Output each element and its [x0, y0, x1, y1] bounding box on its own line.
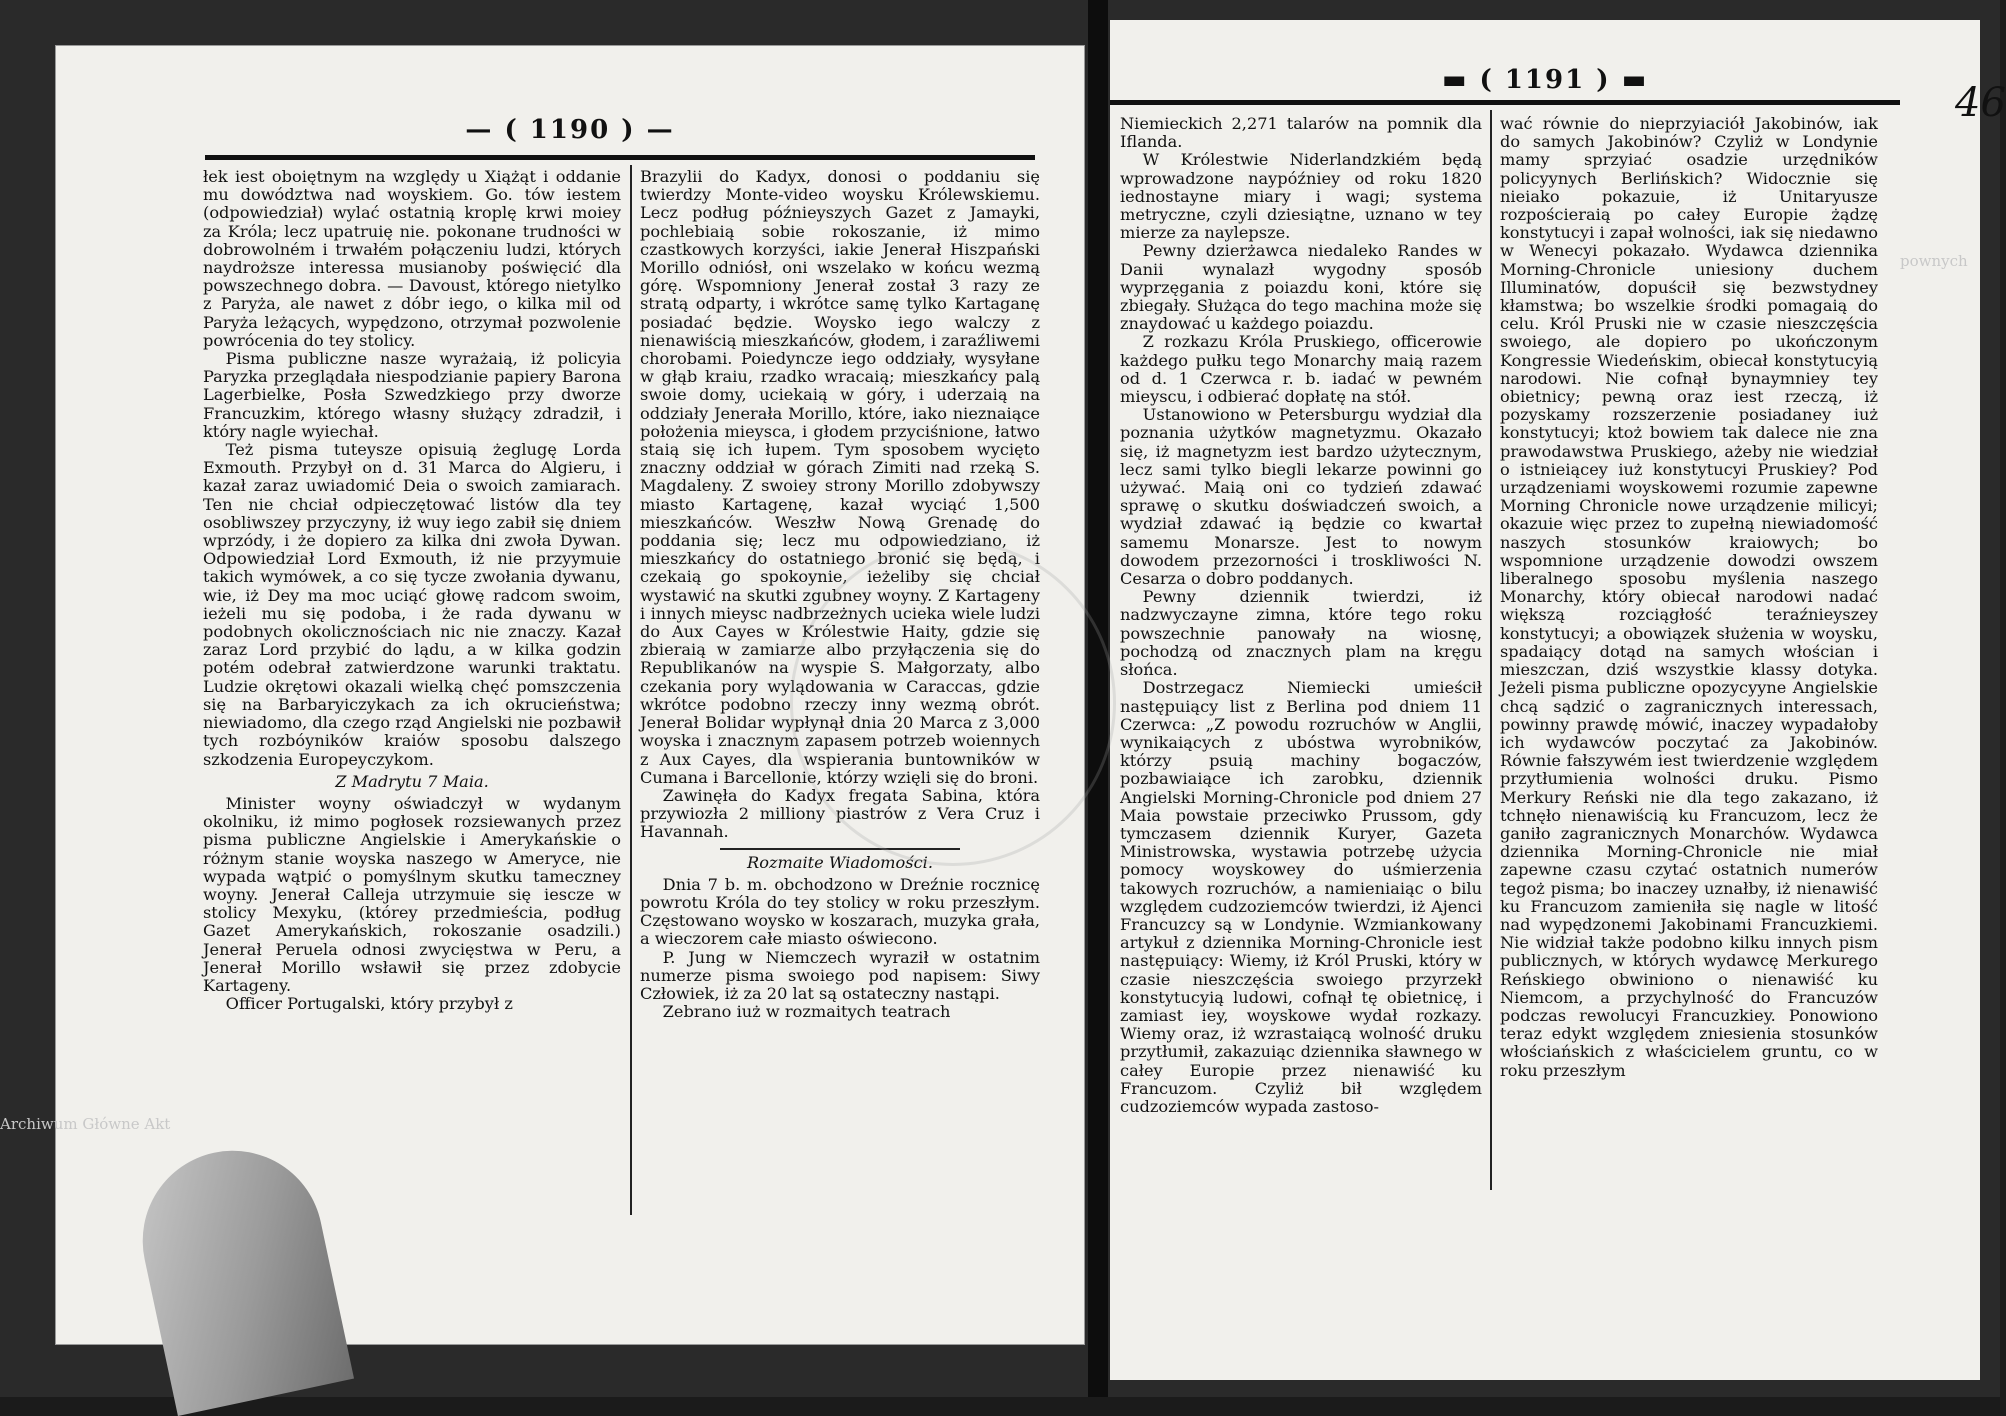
- column-separator: [1490, 110, 1492, 1190]
- section-heading: Rozmaite Wiadomości.: [747, 852, 933, 872]
- paragraph: W Królestwie Niderlandzkiém będą wprowadzone naypóźniey od roku 1820 iednostayne miary i wagi; systema metryczne, czyli dziesiątne, uznano w tey mierze za naylepsze.: [1120, 150, 1482, 243]
- right-column-2: [1500, 115, 1878, 1080]
- paragraph: Officer Portugalski, który przybył z: [225, 994, 513, 1014]
- paragraph: Zawinęła do Kadyx fregata Sabina, która przywiozła 2 milliony piastrów z Vera Cruz i Havannah.: [640, 785, 1040, 842]
- header-rule: [205, 155, 1035, 160]
- page-number-header: ▬ ( 1191 ) ▬: [1441, 65, 1649, 95]
- column-separator: [630, 165, 632, 1215]
- archive-watermark: Archiwum Główne Akt: [0, 1115, 171, 1133]
- paragraph: Dostrzegacz Niemiecki umieścił następuiący list z Berlina pod dniem 11 Czerwca: „Z powodu rozruchów w Anglii, wynikaiących z ubóstwa wyrobników, którzy psuią machiny bogaczów, pozbawiaiące ich zarobku, dziennik Angielski Morning-Chronicle pod dniem 27 Maia powstaie przeciwko Prussom, gdy tymczasem dziennik Kuryer, Gazeta Ministrowska, wystawia potrzebę użycia pomocy woyskowey do uśmierzenia takowych rozruchów, a namieniaiąc o bilu względem cudzoziemców twierdzi, iż Ajenci Francuzcy są w Londynie. Wzmiankowany artykuł z dziennika Morning-Chronicle iest następuiący: Wiemy, iż Król Pruski, który w czasie nieszczęścia swoiego przyrzekł konstytucyią ludowi, cofnął tę obietnicę, i zamiast iey, woyskowe wydał rozkazy. Wiemy oraz, iż wzrastaiącą wolność druku przytłumił, zakazuiąc dziennika sławnego w całey Europie przez nienawiść ku Francuzom. Czyliż bił względem cudzoziemców wypada zastoso-: [1120, 678, 1482, 1116]
- paragraph: Niemieckich 2,271 talarów na pomnik dla Iflanda.: [1120, 114, 1482, 152]
- paragraph: Brazylii do Kadyx, donosi o poddaniu się twierdzy Monte-video woysku Królewskiemu. Lecz podług późnieyszych Gazet z Jamayki, pochlebiaią sobie rokoszanie, iż mimo czastkowych korzyści, iakie Jenerał Hiszpański Morillo odniósł, oni wszelako w końcu wezmą górę. Wspomniony Jenerał został 3 razy ze stratą odparty, i wkrótce samę tylko Kartaganę posiadać będzie. Woysko iego walczy z nienawiścią mieszkańców, głodem, i zaraźliwemi chorobami. Poiedyncze iego oddziały, wysyłane w głąb kraiu, rzadko wracaią; mieszkańcy palą swoie domy, uciekaią w góry, i uderzaią na oddziały Jenerała Morillo, które, iako nieznaiące położenia mieysca, i głodem przyciśnione, łatwo staią się ich łupem. Tym sposobem wycięto znaczny oddział w górach Zimiti nad rzeką S. Magdaleny. Z swoiey strony Morillo zdobywszy miasto Kartagenę, kazał wyciąć 1,500 mieszkańców. Weszłw Nową Grenadę do poddania się; lecz mu odpowiedziano, iż mieszkańcy do ostatniego bronić się będą, i czekaią go spokoynie, ieżeliby się chciał wystawić na skutki zgubney woyny. Z Kartageny i innych mieysc nadbrzeżnych ucieka wiele ludzi do Aux Cayes w Królestwie Haity, gdzie się zbieraią w zamiarze albo przyłączenia się do Republikanów na wyspie S. Małgorzaty, albo czekania pory wylądowania w Caraccas, gdzie wkrótce podobno rzeczy inny wezmą obrót. Jenerał Bolidar wypłynął dnia 20 Marca z 3,000 woyska i znacznym zapasem potrzeb woiennych z Aux Cayes, dla wspierania buntowników w Cumana i Barcellonie, którzy wzięli się do broni.: [640, 167, 1040, 787]
- paragraph: P. Jung w Niemczech wyraził w ostatnim numerze pisma swoiego pod napisem: Siwy Człowiek, iż za 20 lat są ostateczny nastąpi.: [640, 947, 1040, 1003]
- section-heading: Z Madrytu 7 Maia.: [335, 771, 489, 791]
- header-rule: [1110, 100, 1900, 105]
- page-1191: [1110, 20, 1980, 1380]
- paragraph: Minister woyny oświadczył w wydanym okolniku, iż mimo pogłosek rozsiewanych przez pisma publiczne Angielskie i Amerykańskie o różnym stanie woyska naszego w Ameryce, nie wypada wątpić o pomyślnym skutku tameczney woyny. Jenerał Calleja utrzymuie się iescze w stolicy Mexyku, (którey przedmieścia, podług Gazet Amerykańskich, rokoszanie osadzili.) Jenerał Peruela odnosi zwycięstwa w Peru, a Jenerał Morillo wsławił się przez zdobycie Kartageny.: [203, 793, 621, 995]
- paragraph: wać równie do nieprzyiaciół Jakobinów, iak do samych Jakobinów? Czyliż w Londynie mamy sprzyiać osadzie urzędników policyynych Berlińskich? Widocznie się nieiako pokazuie, iż Unitaryusze rozpościeraią po całey Europie żądzę konstytucyi i zapał wolności, iak się niedawno w Wenecyi pokazało. Wydawca dziennika Morning-Chronicle uniesiony duchem Illuminatów, dopuścił się bezwstydney kłamstwa; bo wszelkie środki pomagaią do celu. Król Pruski nie w czasie nieszczęścia swoiego, ale dopiero po ukończonym Kongressie Wiedeńskim, obiecał konstytucyią narodowi. Nie cofnął bynaymniey tey obietnicy; pewną oraz iest rzeczą, iż pozyskamy rozszerzenie posiadaney iuż konstytucyi; ktoż bowiem tak dalece nie zna prawodawstwa Pruskiego, ażeby nie wiedział o istnieiącey iuż konstytucyi Pruskiey? Pod urządzeniami woyskowemi rozumie zapewne Morning Chronicle nowe urządzenie milicyi; okazuie więc przez to zupełną niewiadomość naszych stosunków kraiowych; bo wspomnione urządzenie dowodzi owszem liberalnego sposobu myślenia naszego Monarchy, który obiecał narodowi nadać większą rozciągłość teraźnieyszey konstytucyi; a obowiązek służenia w woysku, spadaiący dotąd na samych włościan i mieszczan, dziś wszystkie klassy dotyka. Jeżeli pisma publiczne opozycyyne Angielskie chcą sądzić o zagranicznych interessach, powinny prawdę mówić, inaczey wypadałoby ich wydawców poczytać za Jakobinów. Równie fałszywém iest twierdzenie względem przytłumienia wolności druku. Pismo Merkury Reński nie dla tego zakazano, iż tchnęło nienawiścią ku Francuzom, lecz że ganiło zagranicznych Monarchów. Wydawca dziennika Morning-Chronicle nie miał zapewne czasu czytać ostatnich numerów tegoż pisma; bo inaczey uznałby, iż nienawiść ku Francuzom zamieniła się nagle w litość nad wypędzonemi Jakobinami Francuzkiemi. Nie widział także podobno kilku innych pism publicznych, w których wydawcę Merkurego Reńskiego obwiniono o nienawiść ku Niemcom, a przychylność do Francuzów podczas rewolucyi Francuzkiey. Ponowiono teraz edykt względem zniesienia stosunków włościańskich z właścicielem gruntu, co w roku przeszłym: [1500, 114, 1878, 1080]
- paragraph: łek iest oboiętnym na względy u Xiążąt i oddanie mu dowództwa nad woyskiem. Go. tów iestem (odpowiedział) wylać ostatnią kroplę krwi moiey za Króla; lecz upatruię nie. pokonane trudności w dobrowolném i trwałém połączeniu ludzi, których naydroższe interessa musianoby poświęcić dla powszechnego dobra. — Davoust, którego nietylko z Paryża, ale nawet z dóbr iego, o kilka mil od Paryża leżących, wypędzono, otrzymał pozwolenie powrócenia do tey stolicy.: [203, 167, 621, 350]
- paragraph: Pewny dzierżawca niedaleko Randes w Danii wynalazł wygodny sposób wyprzęgania z poiazdu koni, które się zbiegały. Służąca do tego machina może się znaydować u każdego poiazdu.: [1120, 241, 1482, 334]
- paragraph: Zebrano iuż w rozmaitych teatrach: [662, 1002, 951, 1022]
- paragraph: Z rozkazu Króla Pruskiego, officerowie każdego pułku tego Monarchy maią razem od d. 1 Czerwca r. b. iadać w pewném mieyscu, i odbierać dopłatę na stół.: [1120, 332, 1482, 407]
- paragraph: Ustanowiono w Petersburgu wydział dla poznania użytków magnetyzmu. Okazało się, iż magnetyzm iest bardzo użytecznym, lecz sami tylko biegli lekarze powinni go używać. Maią oni co tydzień zdawać sprawę o skutku doświadczeń swoich, a wydział zdawać ią będzie co kwartał samemu Monarsze. Jest to nowym dowodem przezorności i troskliwości N. Cesarza o dobro poddanych.: [1120, 405, 1482, 589]
- library-stamp: [790, 540, 1116, 866]
- archive-watermark-right: pownych: [1900, 252, 1968, 270]
- right-column-1: [1120, 115, 1482, 1116]
- page-number-header: — ( 1190 ) —: [465, 115, 675, 145]
- left-column-1: [203, 168, 621, 1013]
- paragraph: Pewny dziennik twierdzi, iż nadzwyczayne zimna, które tego roku powszechnie panowały na wiosnę, pochodzą od znacznych plam na kręgu słońca.: [1120, 587, 1482, 680]
- margin-pencil-note: 46: [1955, 80, 2006, 126]
- paragraph: Też pisma tuteysze opisuią żeglugę Lorda Exmouth. Przybył on d. 31 Marca do Algieru, i kazał zaraz uwiadomić Deia o swoich zamiarach. Ten nie chciał odpieczętować listów dla tey osobliwszey przyczyny, iż wuy iego zabił się dniem wprzódy, i że dopiero za kilka dni zwoła Dywan. Odpowiedział Lord Exmouth, iż nie przyymuie takich wymówek, a co się tycze zwołania dywanu, wie, iż Dey ma moc uciąć głowę radcom swoim, ieżeli mu się podoba, i że rada dywanu w podobnych okolicznościach nic nie znaczy. Kazał zaraz Lord przybić do lądu, a w kilka godzin potém odebrał zatwierdzone warunki traktatu. Ludzie okrętowi okazali wielką chęć pomszczenia się na Barbaryiczykach za ich okrucieństwa; niewiadomo, dla czego rząd Angielski nie pozbawił tych rozbóyników kraiów sposobu dalszego szkodzenia Europeyczykom.: [203, 440, 621, 769]
- paragraph: Pisma publiczne nasze wyrażaią, iż policyia Paryzka przeglądała niespodzianie papiery Barona Lagerbielke, Posła Szwedzkiego przy dworze Francuzkim, którego własny służący zdradził, i który nagle wyiechał.: [203, 349, 621, 441]
- paragraph: Dnia 7 b. m. obchodzono w Dreźnie rocznicę powrotu Króla do tey stolicy w roku przeszłym. Częstowano woysko w koszarach, muzyka grała, a wieczorem całe miasto oświecono.: [640, 874, 1040, 949]
